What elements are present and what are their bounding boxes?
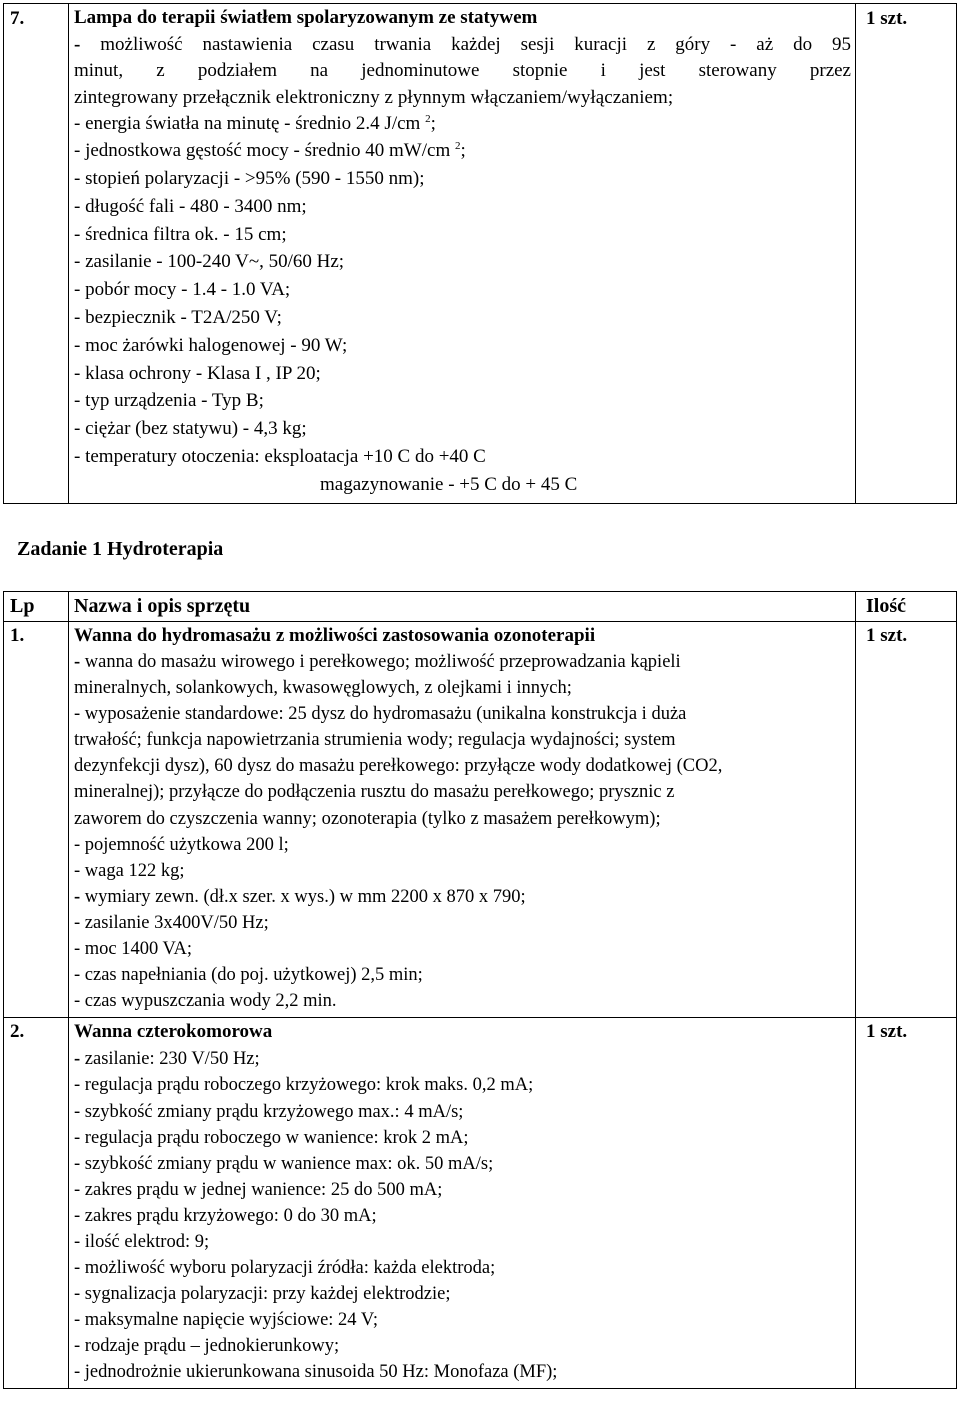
desc-line: [74, 111, 851, 137]
desc-line: - długość fali - 480 - 3400 nm;: [74, 195, 307, 217]
desc-line: - rodzaje prądu – jednokierunkowy;: [74, 1336, 340, 1357]
desc-line: - moc żarówki halogenowej - 90 W;: [74, 334, 348, 356]
desc-text: - jednostkowa gęstość mocy - średnio 40 mW/cm: [74, 140, 451, 162]
desc-line: - zakres prądu w jednej wanience: 25 do 500 mA;: [74, 1179, 443, 1200]
header-lp: Lp: [4, 592, 69, 622]
desc-line: mineralnych, solankowych, kwasowęglowych, z olejkami i innych;: [74, 678, 572, 699]
desc-line: - zasilanie 3x400V/50 Hz;: [74, 912, 269, 933]
item-title: Lampa do terapii światłem spolaryzowanym ze statywem: [74, 7, 538, 28]
superscript: 2: [425, 112, 431, 125]
quantity: 1 szt.: [856, 622, 957, 1018]
desc-line: - możliwość nastawienia czasu trwania każdej sesji kuracji z góry - aż do 95: [74, 34, 851, 55]
desc-line: [74, 1046, 851, 1072]
desc-line: - jednodrożnie ukierunkowana sinusoida 50 Hz: Monofaza (MF);: [74, 1362, 558, 1383]
desc-line: - ilość elektrod: 9;: [74, 1231, 210, 1252]
row-number: 1.: [4, 622, 69, 1018]
desc-line: - klasa ochrony - Klasa I , IP 20;: [74, 362, 321, 384]
desc-line: - regulacja prądu roboczego krzyżowego: krok maks. 0,2 mA;: [74, 1075, 534, 1096]
desc-line: - bezpiecznik - T2A/250 V;: [74, 306, 282, 328]
table-row: [4, 622, 957, 1018]
desc-line: [74, 137, 851, 165]
item-title: Wanna czterokomorowa: [74, 1021, 273, 1043]
desc-line: - typ urządzenia - Typ B;: [74, 390, 264, 412]
desc-line: - czas napełniania (do poj. użytkowej) 2,5 min;: [74, 965, 423, 986]
item-description: [69, 622, 856, 1018]
equipment-table: [3, 591, 957, 1389]
desc-line: dezynfekcji dysz), 60 dysz do masażu perełkowego: przyłącze wody dodatkowej (CO2,: [74, 756, 723, 777]
desc-text: - energia światła na minutę - średnio 2.4 J/cm: [74, 112, 421, 134]
item-title: Wanna do hydromasażu z możliwości zastosowania ozonoterapii: [74, 625, 596, 646]
desc-text: zasilanie: 230 V/50 Hz;: [84, 1049, 260, 1070]
desc-text: ;: [430, 112, 436, 134]
quantity: 1 szt.: [856, 1018, 957, 1388]
desc-line: - maksymalne napięcie wyjściowe: 24 V;: [74, 1310, 378, 1331]
desc-line: - stopień polaryzacji - >95% (590 - 1550 nm);: [74, 167, 425, 189]
desc-line: - szybkość zmiany prądu krzyżowego max.: 4 mA/s;: [74, 1101, 464, 1122]
desc-line: mineralnej); przyłącze do podłączenia rusztu do masażu perełkowego; prysznic z: [74, 782, 675, 803]
desc-text: wanna do masażu wirowego i perełkowego; możliwość przeprowadzania kąpieli: [84, 652, 681, 672]
desc-line: trwałość; funkcja napowietrzania strumienia wody; regulacja wydajności; system: [74, 730, 676, 751]
section-heading: Zadanie 1 Hydroterapia: [17, 538, 224, 560]
desc-text: możliwość nastawienia czasu trwania każdej sesji kuracji z góry - aż do 95: [80, 34, 851, 55]
item-description: [69, 1018, 856, 1388]
desc-line: - wyposażenie standardowe: 25 dysz do hydromasażu (unikalna konstrukcja i duża: [74, 704, 687, 725]
header-name: Nazwa i opis sprzętu: [69, 592, 856, 622]
bullet-dash: -: [74, 652, 81, 672]
superscript: 2: [454, 140, 461, 153]
bullet-dash: -: [74, 886, 81, 907]
desc-line: - pobór mocy - 1.4 - 1.0 VA;: [74, 279, 291, 301]
desc-text: ;: [460, 140, 466, 162]
desc-line: - pojemność użytkowa 200 l;: [74, 834, 289, 855]
desc-line: - możliwość wyboru polaryzacji źródła: każda elektroda;: [74, 1258, 496, 1279]
bullet-dash: -: [74, 1049, 81, 1070]
desc-line: - zakres prądu krzyżowego: 0 do 30 mA;: [74, 1205, 377, 1226]
item-description: [69, 4, 856, 504]
desc-line: [74, 649, 851, 675]
table-header-row: [4, 592, 957, 622]
desc-line: - regulacja prądu roboczego w wanience: krok 2 mA;: [74, 1127, 469, 1148]
equipment-table-continued: [3, 3, 957, 504]
table-row: [4, 4, 957, 504]
desc-line: - ciężar (bez statywu) - 4,3 kg;: [74, 418, 307, 440]
quantity: 1 szt.: [856, 4, 957, 504]
table-row: [4, 1018, 957, 1388]
row-number: 2.: [4, 1018, 69, 1388]
desc-line: zaworem do czyszczenia wanny; ozonoterapia (tylko z masażem perełkowym);: [74, 808, 661, 829]
desc-line: [74, 884, 851, 910]
desc-line: - temperatury otoczenia: eksploatacja +10 C do +40 C: [74, 445, 486, 467]
desc-text: wymiary zewn. (dł.x szer. x wys.) w mm 2200 x 870 x 790;: [84, 886, 526, 907]
desc-line: - zasilanie - 100-240 V~, 50/60 Hz;: [74, 251, 345, 273]
desc-line: - waga 122 kg;: [74, 860, 185, 881]
desc-line: - sygnalizacja polaryzacji: przy każdej elektrodzie;: [74, 1284, 451, 1305]
desc-line: - moc 1400 VA;: [74, 939, 193, 960]
desc-line: magazynowanie - +5 C do + 45 C: [320, 473, 578, 495]
desc-line: zintegrowany przełącznik elektroniczny z płynnym włączaniem/wyłączaniem;: [74, 86, 674, 108]
desc-line: - szybkość zmiany prądu w wanience max: ok. 50 mA/s;: [74, 1153, 494, 1174]
desc-line: - czas wypuszczania wody 2,2 min.: [74, 991, 337, 1012]
desc-line: - średnica filtra ok. - 15 cm;: [74, 223, 287, 245]
row-number: 7.: [4, 4, 69, 504]
header-qty: Ilość: [856, 592, 957, 622]
desc-line: minut, z podziałem na jednominutowe stopnie i jest sterowany przez: [74, 60, 851, 82]
